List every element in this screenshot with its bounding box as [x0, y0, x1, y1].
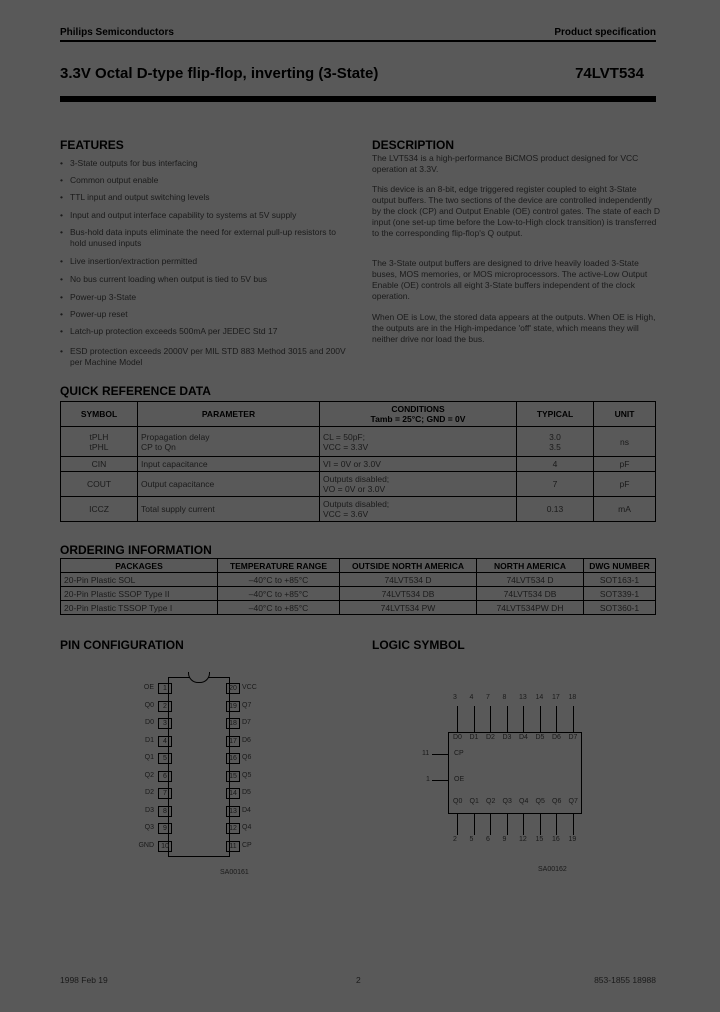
- pin-label-left: Q0: [144, 701, 154, 709]
- logic-output-label: Q1: [469, 798, 479, 805]
- logic-oe-line: [432, 780, 448, 781]
- ord-cell: 20-Pin Plastic TSSOP Type I: [61, 601, 218, 615]
- description-p2: This device is an 8-bit, edge triggered register coupled to eight 3-State output buffers. The two sections of the device are controlled independently by the clock (CP) and Output Enable (OE) control gates. The state of each D input (one set-up time before the Low-to-High clock transition) is transferred to the corresponding flip-flop's Q output.: [372, 184, 661, 238]
- qr-cell-unit: ns: [594, 427, 656, 457]
- logic-output-label: Q6: [552, 798, 562, 805]
- pin-label-left: GND: [138, 841, 154, 849]
- logic-cp-pin: 11: [422, 750, 430, 757]
- logic-output-label: Q5: [535, 798, 545, 805]
- logic-top-line: [556, 706, 557, 732]
- bullet-icon: •: [60, 309, 63, 319]
- logic-bottom-line: [490, 813, 491, 835]
- pin-number-left: 6: [158, 771, 172, 782]
- qr-col-typical: TYPICAL: [517, 402, 594, 427]
- table-row: [61, 573, 656, 587]
- ord-cell: 74LVT534 D: [477, 573, 584, 587]
- logic-input-label: D2: [486, 734, 495, 741]
- qr-col-parameter: PARAMETER: [138, 402, 320, 427]
- qr-cell-symbol: tPLH tPHL: [61, 427, 138, 457]
- qr-cell-symbol: CIN: [61, 457, 138, 472]
- qr-cell-parameter: Total supply current: [138, 497, 320, 522]
- pin-config-code: SA00161: [220, 869, 249, 876]
- pin-number-left: 4: [158, 736, 172, 747]
- logic-bottom-line: [523, 813, 524, 835]
- feature-item: [60, 309, 350, 320]
- feature-item: [60, 326, 350, 337]
- pin-label-right: VCC: [242, 684, 257, 691]
- pin-label-right: D6: [242, 736, 251, 744]
- logic-oe-pin: 1: [426, 776, 430, 783]
- ord-cell: 20-Pin Plastic SSOP Type II: [61, 587, 218, 601]
- feature-text: Power-up reset: [70, 309, 128, 319]
- pin-number-right: 19: [226, 701, 240, 712]
- logic-symbol-diagram: [420, 694, 590, 884]
- pin-label-right: Q5: [242, 771, 252, 779]
- table-row: [61, 587, 656, 601]
- logic-input-label: D5: [535, 734, 545, 741]
- ord-col-outside-na: OUTSIDE NORTH AMERICA: [340, 559, 477, 573]
- pin-number-right: 18: [226, 718, 240, 729]
- feature-text: Bus-hold data inputs eliminate the need for external pull-up resistors to hold unused inputs: [70, 227, 337, 248]
- qr-cell-symbol: ICCZ: [61, 497, 138, 522]
- logic-top-pin: 14: [535, 694, 544, 701]
- qr-cell-parameter: Input capacitance: [138, 457, 320, 472]
- bullet-icon: •: [60, 210, 63, 220]
- table-row: [61, 457, 656, 472]
- logic-bottom-line: [457, 813, 458, 835]
- bullet-icon: •: [60, 256, 63, 266]
- ord-col-temperature: TEMPERATURE RANGE: [218, 559, 340, 573]
- logic-input-label: D3: [502, 734, 512, 741]
- feature-text: 3-State outputs for bus interfacing: [70, 158, 198, 168]
- logic-output-label: Q0: [453, 798, 463, 805]
- pin-number-left: 9: [158, 823, 172, 834]
- feature-item: [60, 158, 350, 169]
- feature-item: [60, 192, 350, 203]
- header-company: Philips Semiconductors: [60, 27, 174, 38]
- description-p3: The 3-State output buffers are designed to drive heavily loaded 3-State buses, MOS memories, or MOS microprocessors. The active-Low Output Enable (OE) controls all eight 3-State buffers independent of the clock operation.: [372, 258, 648, 301]
- feature-text: Latch-up protection exceeds 500mA per JEDEC Std 17: [70, 326, 278, 336]
- feature-item: [60, 175, 350, 186]
- pin-number-right: 11: [226, 841, 240, 852]
- bullet-icon: •: [60, 227, 63, 237]
- pin-label-left: Q1: [144, 754, 154, 761]
- logic-bottom-pin: 19: [568, 836, 577, 843]
- page-title: 3.3V Octal D-type flip-flop, inverting (3-State): [60, 65, 379, 82]
- ordering-heading: ORDERING INFORMATION: [60, 543, 212, 557]
- description-p4: When OE is Low, the stored data appears at the outputs. When OE is High, the outputs are in the High-impedance 'off' state, which means they will neither drive nor load the bus.: [372, 312, 656, 344]
- qr-cell-typical: 0.13: [517, 497, 594, 522]
- pin-number-left: 1: [158, 683, 172, 694]
- pin-number-left: 8: [158, 806, 172, 817]
- pin-label-right: Q7: [242, 701, 252, 709]
- bullet-icon: •: [60, 326, 63, 336]
- ord-cell: SOT360-1: [584, 601, 656, 615]
- qr-cell-unit: pF: [594, 457, 656, 472]
- header-doc-type: Product specification: [554, 27, 656, 38]
- logic-bottom-pin: 5: [469, 836, 474, 843]
- qr-col-unit: UNIT: [594, 402, 656, 427]
- bullet-icon: •: [60, 175, 63, 185]
- ord-cell: –40°C to +85°C: [218, 601, 340, 615]
- bullet-icon: •: [60, 292, 63, 302]
- pin-number-right: 12: [226, 823, 240, 834]
- logic-bottom-pin: 16: [552, 836, 560, 843]
- logic-top-line: [474, 706, 475, 732]
- pin-number-left: 10: [158, 841, 172, 852]
- quick-ref-heading: QUICK REFERENCE DATA: [60, 384, 211, 398]
- description-heading: DESCRIPTION: [372, 138, 455, 152]
- bullet-icon: •: [60, 274, 63, 284]
- title-rule: [60, 96, 656, 102]
- pin-label-right: D5: [242, 789, 251, 796]
- logic-input-label: D1: [469, 734, 479, 741]
- ordering-body: [61, 573, 656, 615]
- logic-top-pin: 18: [568, 694, 577, 701]
- ord-cell: SOT163-1: [584, 573, 656, 587]
- logic-bottom-pin: 15: [535, 836, 544, 843]
- logic-symbol-heading: LOGIC SYMBOL: [372, 638, 465, 652]
- ordering-table: [60, 558, 656, 615]
- bullet-icon: •: [60, 192, 63, 202]
- logic-bottom-line: [540, 813, 541, 835]
- ord-col-dwg: DWG NUMBER: [584, 559, 656, 573]
- pin-label-right: D4: [242, 806, 251, 814]
- logic-top-pin: 3: [453, 694, 457, 701]
- pin-label-left: OE: [143, 684, 154, 691]
- qr-cell-conditions: Outputs disabled; VCC = 3.6V: [320, 497, 517, 522]
- logic-top-pin: 8: [502, 694, 507, 701]
- pin-label-left: D2: [145, 789, 154, 796]
- logic-top-line: [573, 706, 574, 732]
- ord-cell: 74LVT534 PW: [340, 601, 477, 615]
- logic-top-line: [540, 706, 541, 732]
- pin-number-right: 14: [226, 788, 240, 799]
- logic-output-label: Q4: [519, 798, 529, 805]
- logic-output-label: Q3: [502, 798, 512, 805]
- pin-label-left: D0: [145, 719, 154, 726]
- logic-bottom-pin: 6: [486, 836, 490, 843]
- features-heading: FEATURES: [60, 138, 124, 152]
- logic-bottom-line: [573, 813, 574, 835]
- ord-cell: SOT339-1: [584, 587, 656, 601]
- qr-cell-parameter: Propagation delay CP to Qn: [138, 427, 320, 457]
- bullet-icon: •: [60, 346, 63, 356]
- pin-label-left: Q2: [144, 771, 154, 779]
- feature-item: [60, 292, 350, 303]
- logic-top-line: [457, 706, 458, 732]
- qr-cell-unit: mA: [594, 497, 656, 522]
- ord-cell: –40°C to +85°C: [218, 587, 340, 601]
- logic-input-label: D4: [519, 734, 528, 741]
- bullet-icon: •: [60, 158, 63, 168]
- feature-text: ESD protection exceeds 2000V per MIL STD 883 Method 3015 and 200V per Machine Model: [70, 346, 346, 367]
- qr-cell-conditions: Outputs disabled; VO = 0V or 3.0V: [320, 472, 517, 497]
- ord-cell: 20-Pin Plastic SOL: [61, 573, 218, 587]
- footer-date: 1998 Feb 19: [60, 975, 108, 985]
- logic-bottom-line: [556, 813, 557, 835]
- qr-cell-typical: 3.0 3.5: [517, 427, 594, 457]
- qr-col-symbol: SYMBOL: [61, 402, 138, 427]
- logic-oe-label: OE: [454, 776, 465, 783]
- logic-top-line: [507, 706, 508, 732]
- logic-output-label: Q2: [486, 798, 496, 805]
- qr-conditions-title: CONDITIONS: [391, 404, 445, 414]
- pin-number-left: 3: [158, 718, 172, 729]
- pin-number-right: 20: [226, 683, 240, 694]
- qr-cell-parameter: Output capacitance: [138, 472, 320, 497]
- feature-text: Live insertion/extraction permitted: [70, 256, 198, 266]
- pin-label-right: Q6: [242, 754, 252, 761]
- ord-cell: 74LVT534 D: [340, 573, 477, 587]
- logic-top-pin: 13: [519, 694, 527, 701]
- feature-item: [60, 210, 350, 221]
- pin-number-right: 17: [226, 736, 240, 747]
- feature-text: Power-up 3-State: [70, 292, 137, 302]
- pin-label-left: D3: [145, 806, 154, 814]
- feature-text: No bus current loading when output is tied to 5V bus: [70, 274, 268, 284]
- table-row: [61, 427, 656, 457]
- logic-symbol-code: SA00162: [538, 866, 567, 873]
- logic-bottom-line: [507, 813, 508, 835]
- ord-cell: 74LVT534 DB: [477, 587, 584, 601]
- logic-bottom-pin: 2: [453, 836, 457, 843]
- logic-top-pin: 7: [486, 694, 490, 701]
- logic-top-line: [523, 706, 524, 732]
- qr-conditions-sub: Tamb = 25°C; GND = 0V: [370, 414, 466, 424]
- logic-input-label: D7: [568, 734, 578, 741]
- qr-cell-unit: pF: [594, 472, 656, 497]
- feature-item: [60, 346, 350, 368]
- pin-label-right: Q4: [242, 824, 252, 831]
- feature-text: Input and output interface capability to systems at 5V supply: [70, 210, 297, 220]
- ord-col-packages: PACKAGES: [61, 559, 218, 573]
- footer-page: 2: [356, 975, 361, 985]
- qr-cell-conditions: VI = 0V or 3.0V: [320, 457, 517, 472]
- table-row: [61, 497, 656, 522]
- feature-text: Common output enable: [70, 175, 159, 185]
- ord-cell: 74LVT534 DB: [340, 587, 477, 601]
- quick-ref-body: [61, 427, 656, 522]
- logic-input-label: D6: [552, 734, 561, 741]
- pin-config-heading: PIN CONFIGURATION: [60, 638, 184, 652]
- header-rule: [60, 40, 656, 42]
- ic-body: [168, 677, 230, 857]
- qr-cell-typical: 4: [517, 457, 594, 472]
- footer-code: 853-1855 18988: [594, 975, 656, 985]
- feature-item: [60, 227, 350, 249]
- ord-cell: –40°C to +85°C: [218, 573, 340, 587]
- logic-body: [448, 732, 582, 814]
- pin-number-left: 7: [158, 788, 172, 799]
- qr-cell-symbol: COUT: [61, 472, 138, 497]
- qr-col-conditions: [320, 402, 517, 427]
- logic-top-pin: 4: [469, 694, 474, 701]
- pin-number-left: 5: [158, 753, 172, 764]
- feature-item: [60, 256, 350, 267]
- part-number: 74LVT534: [575, 65, 644, 82]
- pin-number-right: 13: [226, 806, 240, 817]
- quick-ref-table: [60, 401, 656, 522]
- qr-cell-typical: 7: [517, 472, 594, 497]
- pin-number-right: 16: [226, 753, 240, 764]
- logic-cp-line: [432, 754, 448, 755]
- logic-cp-label: CP: [454, 750, 464, 757]
- pin-config-diagram: [130, 672, 280, 882]
- logic-input-label: D0: [453, 734, 462, 741]
- logic-bottom-pin: 12: [519, 836, 527, 843]
- logic-top-line: [490, 706, 491, 732]
- table-row: [61, 601, 656, 615]
- ord-cell: 74LVT534PW DH: [477, 601, 584, 615]
- logic-top-pin: 17: [552, 694, 560, 701]
- table-row: [61, 472, 656, 497]
- ord-col-na: NORTH AMERICA: [477, 559, 584, 573]
- logic-bottom-line: [474, 813, 475, 835]
- pin-number-left: 2: [158, 701, 172, 712]
- pin-label-right: CP: [242, 841, 252, 849]
- description-p1: The LVT534 is a high-performance BiCMOS product designed for VCC operation at 3.3V.: [372, 153, 639, 174]
- logic-bottom-pin: 9: [502, 836, 507, 843]
- pin-label-left: Q3: [144, 824, 154, 831]
- pin-number-right: 15: [226, 771, 240, 782]
- feature-item: [60, 274, 350, 285]
- pin-label-right: D7: [242, 719, 251, 726]
- qr-cell-conditions: CL = 50pF; VCC = 3.3V: [320, 427, 517, 457]
- logic-output-label: Q7: [568, 798, 578, 805]
- feature-text: TTL input and output switching levels: [70, 192, 210, 202]
- pin-label-left: D1: [145, 736, 154, 744]
